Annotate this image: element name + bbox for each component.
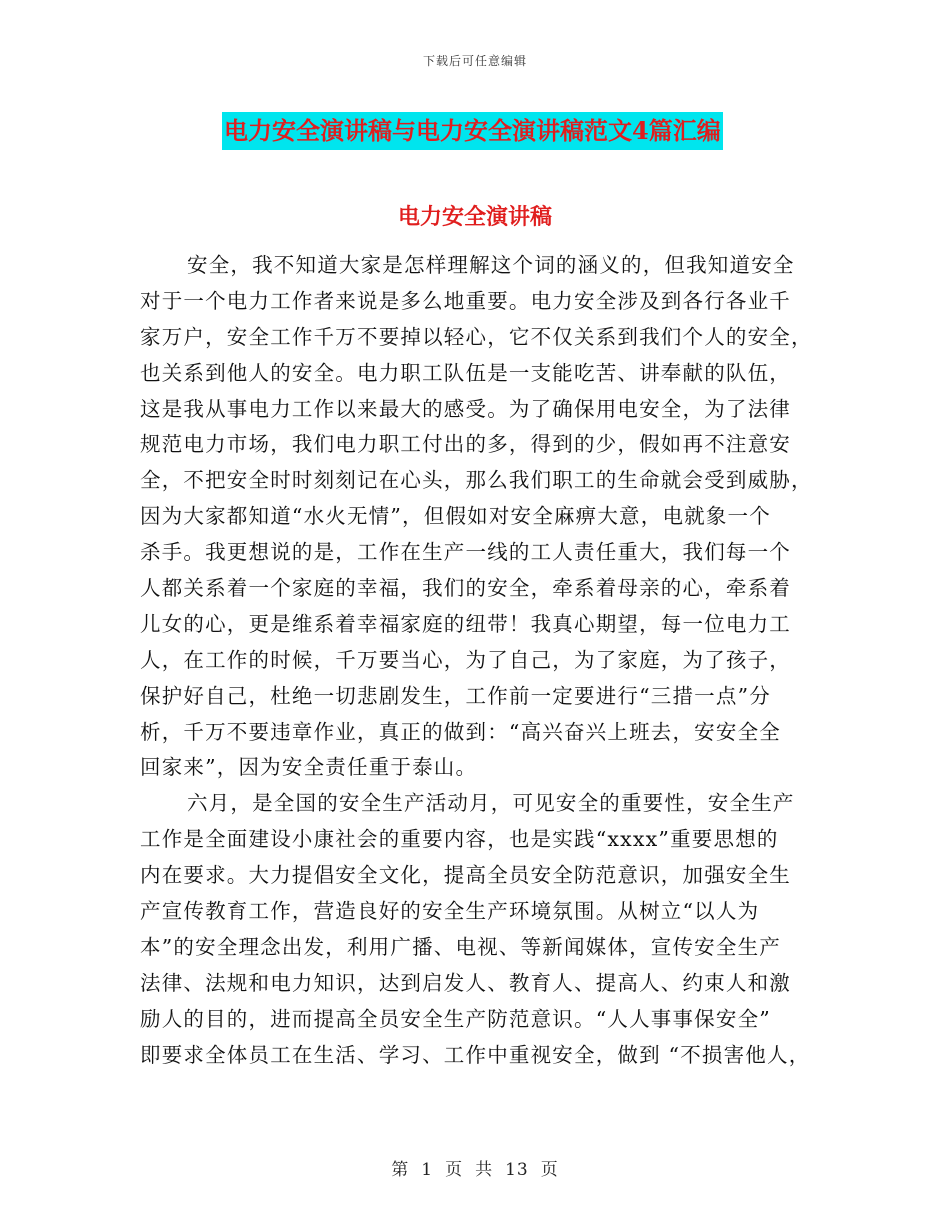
text-line: 析，千万不要违章作业，真正的做到：“高兴奋兴上班去，安安全全 xyxy=(140,719,781,744)
page-footer xyxy=(0,1155,950,1180)
document-title: 电力安全演讲稿与电力安全演讲稿范文4篇汇编 xyxy=(222,112,723,150)
text-line: 内在要求。大力提倡安全文化，提高全员安全防范意识，加强安全生 xyxy=(140,863,791,888)
body-text xyxy=(140,248,815,1073)
text-line: 工作是全面建设小康社会的重要内容，也是实践“xxxx”重要思想的 xyxy=(140,827,779,852)
text-line: 杀手。我更想说的是，工作在生产一线的工人责任重大，我们每一个 xyxy=(140,540,791,565)
text-line: 六月，是全国的安全生产活动月，可见安全的重要性，安全生产 xyxy=(187,791,795,816)
text-line: 因为大家都知道“水火无情”，但假如对安全麻痹大意，电就象一个 xyxy=(140,504,771,529)
paragraph-1 xyxy=(140,248,815,786)
text-line: 人，在工作的时候，千万要当心，为了自己，为了家庭，为了孩子， xyxy=(140,647,791,672)
footer-label-unit2: 页 xyxy=(540,1160,559,1180)
text-line: 即要求全体员工在生活、学习、工作中重视安全，做到 “不损害他人， xyxy=(140,1042,811,1067)
text-line: 这是我从事电力工作以来最大的感受。为了确保用电安全，为了法律 xyxy=(140,396,791,421)
text-line: 儿女的心，更是维系着幸福家庭的纽带！我真心期望，每一位电力工 xyxy=(140,611,791,636)
text-line: 回家来”，因为安全责任重于泰山。 xyxy=(140,755,478,780)
text-line: 人都关系着一个家庭的幸福，我们的安全，牵系着母亲的心，牵系着 xyxy=(140,576,791,601)
text-line: 全，不把安全时时刻刻记在心头，那么我们职工的生命就会受到威胁， xyxy=(140,468,813,493)
text-line: 本”的安全理念出发，利用广播、电视、等新闻媒体，宣传安全生产 xyxy=(140,934,781,959)
text-line: 安全，我不知道大家是怎样理解这个词的涵义的，但我知道安全 xyxy=(187,253,795,277)
total-pages: 13 xyxy=(505,1160,529,1180)
section-title: 电力安全演讲稿 xyxy=(397,204,552,230)
text-line: 家万户，安全工作千万不要掉以轻心，它不仅关系到我们个人的安全， xyxy=(140,324,813,349)
text-line: 对于一个电力工作者来说是多么地重要。电力安全涉及到各行各业千 xyxy=(140,288,791,313)
footer-label-page: 第 xyxy=(391,1160,410,1180)
text-line: 产宣传教育工作，营造良好的安全生产环境氛围。从树立“以人为 xyxy=(140,899,760,924)
paragraph-2 xyxy=(140,786,815,1073)
text-line: 法律、法规和电力知识，达到启发人、教育人、提高人、约束人和激 xyxy=(140,970,791,995)
footer-label-total: 共 xyxy=(475,1160,494,1180)
text-line: 保护好自己，杜绝一切悲剧发生，工作前一定要进行“三措一点”分 xyxy=(140,683,771,708)
page-number: 1 xyxy=(421,1160,434,1180)
header-note: 下载后可任意编辑 xyxy=(422,54,527,68)
footer-label-unit: 页 xyxy=(445,1160,464,1180)
text-line: 也关系到他人的安全。电力职工队伍是一支能吃苦、讲奉献的队伍， xyxy=(140,360,791,385)
text-line: 规范电力市场，我们电力职工付出的多，得到的少，假如再不注意安 xyxy=(140,432,791,457)
text-line: 励人的目的，进而提高全员安全生产防范意识。“人人事事保安全” xyxy=(140,1006,771,1031)
